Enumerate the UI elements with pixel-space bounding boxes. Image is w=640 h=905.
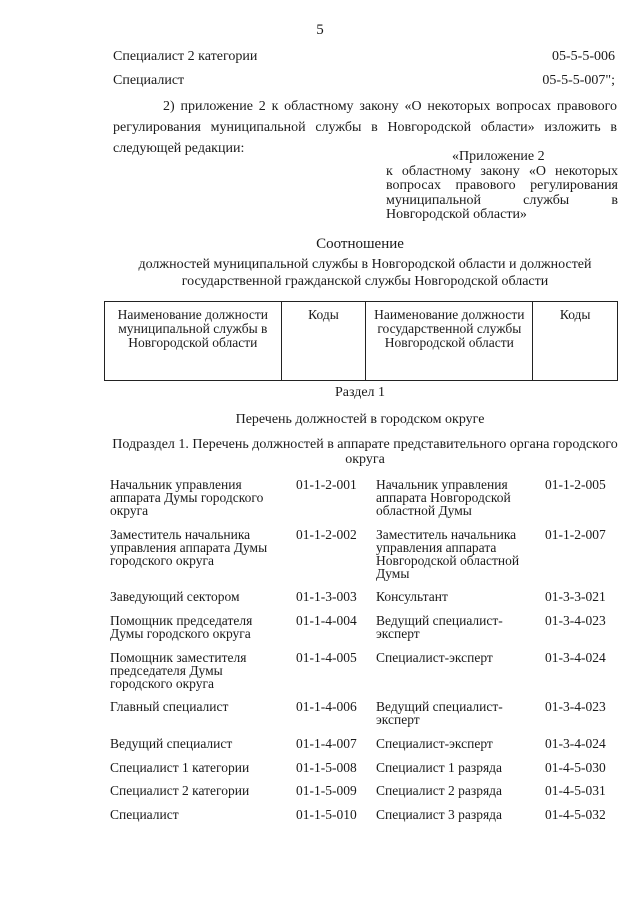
gov-title: Консультант — [376, 589, 448, 604]
mun-title: Специалист 2 категории — [110, 783, 250, 798]
top-line-title: Специалист 2 категории — [113, 49, 258, 64]
top-line — [113, 73, 615, 89]
mun-title: Помощник заместителя председателя Думы городского округа — [110, 650, 247, 691]
appendix-note — [386, 150, 618, 223]
mun-code: 01-1-5-008 — [296, 760, 357, 775]
gov-code: 01-1-2-007 — [545, 527, 606, 542]
mun-title: Специалист 1 категории — [110, 760, 250, 775]
gov-title: Специалист 3 разряда — [376, 807, 503, 822]
amendment-paragraph: 2) приложение 2 к областному закону «О некоторых вопросах правового регулирования муниципальной службы в Новгородской области» изложить в следующей редакции: — [113, 99, 617, 156]
gov-title: Заместитель начальника управления аппарата Новгородской областной Думы — [376, 527, 520, 581]
mun-code: 01-1-4-005 — [296, 650, 357, 665]
gov-title: Специалист-эксперт — [376, 650, 493, 665]
mun-title: Ведущий специалист — [110, 736, 233, 751]
ratio-title: Соотношение — [316, 236, 404, 252]
mun-title: Специалист — [110, 807, 179, 822]
mun-code: 01-1-5-009 — [296, 783, 357, 798]
mun-title: Главный специалист — [110, 699, 229, 714]
header-cell-mun-title: Наименование должности муниципальной службы в Новгородской области — [105, 302, 282, 381]
gov-code: 01-3-4-024 — [545, 736, 606, 751]
appendix-note-line1: «Приложение 2 — [452, 149, 545, 164]
gov-title: Ведущий специалист-эксперт — [376, 613, 503, 641]
ratio-subtitle: должностей муниципальной службы в Новгородской области и должностей государственной гражданской службы Новгородской области — [138, 257, 592, 289]
gov-title: Начальник управления аппарата Новгородской областной Думы — [376, 477, 511, 518]
header-cell-mun-code: Коды — [281, 302, 366, 381]
section-title: Раздел 1 — [334, 385, 386, 400]
gov-title: Специалист-эксперт — [376, 736, 493, 751]
top-line-code: 05-5-5-007"; — [542, 73, 615, 88]
gov-code: 01-4-5-032 — [545, 807, 606, 822]
gov-code: 01-3-4-023 — [545, 613, 606, 628]
gov-code: 01-3-4-023 — [545, 699, 606, 714]
list-title: Перечень должностей в городском округе — [235, 412, 485, 427]
top-line-code: 05-5-5-006 — [552, 49, 615, 64]
mun-title: Заведующий сектором — [110, 589, 240, 604]
gov-code: 01-3-3-021 — [545, 589, 606, 604]
appendix-note-line2: к областному закону «О некоторых вопросах правового регулирования муниципальной службы в Новгородской области» — [386, 163, 618, 222]
top-line-title: Специалист — [113, 73, 185, 88]
table-header — [104, 301, 618, 381]
gov-code: 01-4-5-030 — [545, 760, 606, 775]
gov-code: 01-1-2-005 — [545, 477, 606, 492]
page-number: 5 — [316, 22, 324, 38]
mun-code: 01-1-4-006 — [296, 699, 357, 714]
mun-code: 01-1-5-010 — [296, 807, 357, 822]
gov-title: Специалист 2 разряда — [376, 783, 503, 798]
gov-title: Специалист 1 разряда — [376, 760, 503, 775]
mun-title: Начальник управления аппарата Думы городского округа — [110, 477, 264, 518]
header-cell-gov-title: Наименование должности государственной службы Новгородской области — [366, 302, 533, 381]
subsection-title: Подраздел 1. Перечень должностей в аппарате представительного органа городского округа — [112, 437, 618, 467]
mun-code: 01-1-4-004 — [296, 613, 357, 628]
gov-code: 01-3-4-024 — [545, 650, 606, 665]
mun-code: 01-1-4-007 — [296, 736, 357, 751]
gov-code: 01-4-5-031 — [545, 783, 606, 798]
mun-title: Заместитель начальника управления аппарата Думы городского округа — [110, 527, 268, 568]
mun-code: 01-1-2-002 — [296, 527, 357, 542]
mun-title: Помощник председателя Думы городского округа — [110, 613, 253, 641]
mun-code: 01-1-2-001 — [296, 477, 357, 492]
top-line — [113, 49, 615, 65]
gov-title: Ведущий специалист-эксперт — [376, 699, 503, 727]
mun-code: 01-1-3-003 — [296, 589, 357, 604]
header-cell-gov-code: Коды — [533, 302, 618, 381]
